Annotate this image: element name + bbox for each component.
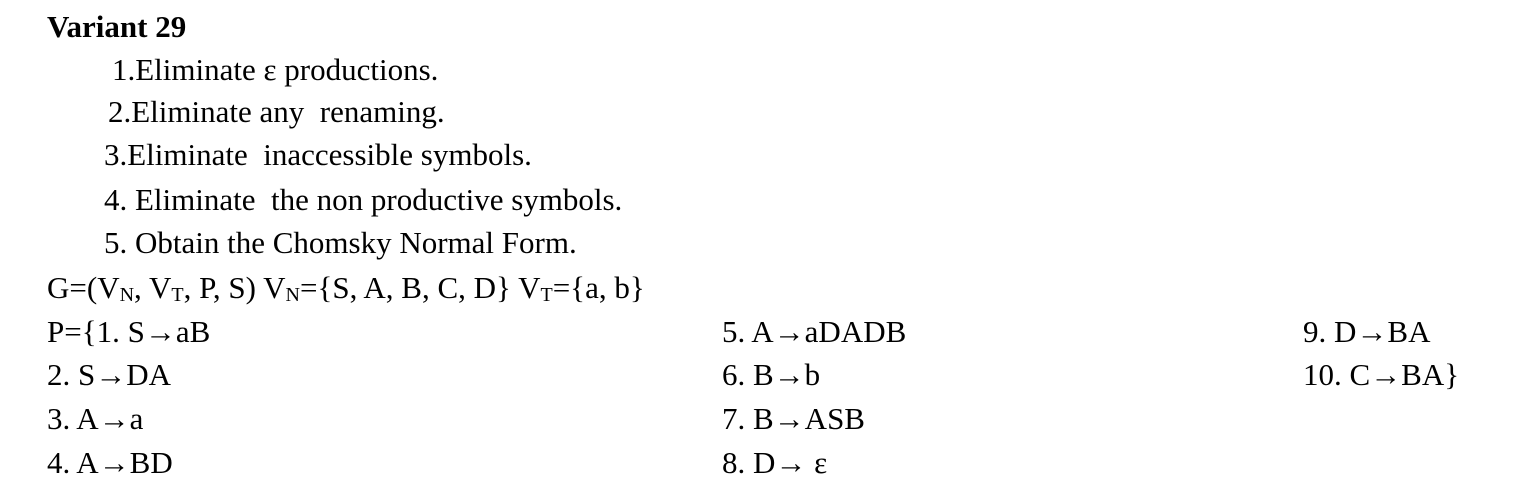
grammar-text: , V bbox=[134, 270, 172, 305]
task-item: 2.Eliminate any renaming. bbox=[108, 94, 445, 129]
subscript: T bbox=[540, 284, 553, 306]
production-rule: 5. A→aDADB bbox=[722, 314, 907, 349]
grammar-text: ={S, A, B, C, D} V bbox=[300, 270, 541, 305]
subscript: T bbox=[171, 284, 184, 306]
task-item: 4. Eliminate the non productive symbols. bbox=[104, 182, 623, 217]
production-rule: 4. A→BD bbox=[47, 445, 173, 480]
grammar-text: ={a, b} bbox=[552, 270, 645, 305]
variant-title: Variant 29 bbox=[47, 9, 187, 44]
task-item: 1.Eliminate ε productions. bbox=[112, 52, 439, 87]
grammar-text: , P, S) V bbox=[183, 270, 286, 305]
grammar-text: G=(V bbox=[47, 270, 120, 305]
production-rule: 2. S→DA bbox=[47, 357, 172, 392]
task-item: 5. Obtain the Chomsky Normal Form. bbox=[104, 225, 577, 260]
production-rule: P={1. S→aB bbox=[47, 314, 211, 349]
production-rule: 7. B→ASB bbox=[722, 401, 865, 436]
production-rule: 8. D→ ε bbox=[722, 445, 828, 480]
grammar-definition bbox=[47, 268, 645, 308]
production-rule: 9. D→BA bbox=[1303, 314, 1431, 349]
task-item: 3.Eliminate inaccessible symbols. bbox=[104, 137, 532, 172]
subscript: N bbox=[119, 284, 135, 306]
production-rule: 6. B→b bbox=[722, 357, 821, 392]
production-rule: 10. C→BA} bbox=[1303, 357, 1460, 392]
production-rule: 3. A→a bbox=[47, 401, 144, 436]
subscript: N bbox=[285, 284, 300, 306]
